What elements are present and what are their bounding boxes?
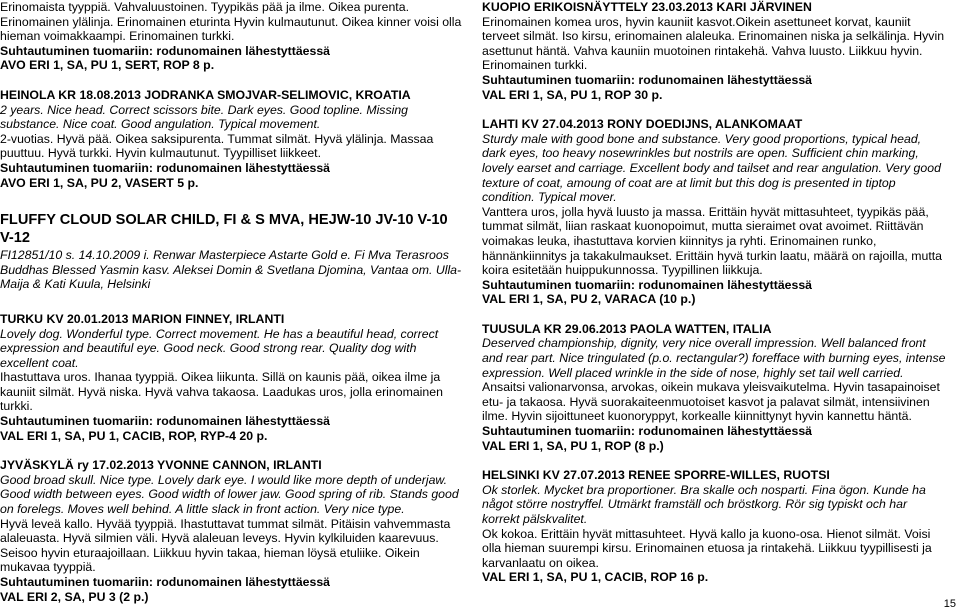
critique-line-original: något större nostryffel. Utmärkt framställ och bröstkorg. Rör sig typiskt och har (482, 497, 908, 512)
critique-line-original: Good broad skull. Nice type. Lovely dark eye. I would like more depth of underjaw. (0, 472, 448, 487)
dog-name-line: FLUFFY CLOUD SOLAR CHILD, FI & S MVA, HEJW-10 JV-10 V-10 (0, 212, 448, 229)
show-entry-heinola (0, 88, 476, 190)
show-header: KUOPIO ERIKOISNÄYTTELY 23.03.2013 KARI JÄRVINEN (482, 0, 812, 14)
critique-line-original: texture of coat, amoung of coat are at limit but this dog is presented in tiptop (482, 175, 896, 190)
show-header: HEINOLA KR 18.08.2013 JODRANKA SMOJVAR-SELIMOVIC, KROATIA (0, 87, 411, 102)
critique-line-original: Sturdy male with good bone and substance. Very good proportions, typical head, (482, 131, 922, 146)
pedigree-line: Buddhas Blessed Yasmin kasv. Aleksei Domin & Svetlana Djomina, Vantaa om. Ulla- (0, 262, 462, 277)
critique-line-translation: alaleuasta. Hyvä silmien väli. Hyvä alaleuan leveys. Hyvin kylkiluiden kaarevuus. (0, 531, 439, 546)
critique-line-original: substance. Nice coat. Good angulation. Typical movement. (0, 117, 321, 132)
critique-line-translation: hännänkiinnitys ja takakulmaukset. Erittäin hyvä turkin laatu, määrä on rajoilla, mutta (482, 248, 942, 263)
show-header: JYVÄSKYLÄ ry 17.02.2013 YVONNE CANNON, IRLANTI (0, 458, 322, 473)
critique-line-original: lovely earset and carriage. Excellent body and tailset and rear angulation. Very good (482, 160, 941, 175)
critique-line-original: 2 years. Nice head. Correct scissors bite. Dark eyes. Good topline. Missing (0, 102, 409, 117)
show-result: VAL ERI 2, SA, PU 3 (2 p.) (0, 589, 149, 604)
critique-line: hieman voimakkaampi. Erinomainen turkki. (0, 29, 235, 44)
critique-line-translation: mukavaa tyyppiä. (0, 560, 96, 575)
show-result: AVO ERI 1, SA, PU 2, VASERT 5 p. (0, 175, 199, 190)
show-result: AVO ERI 1, SA, PU 1, SERT, ROP 8 p. (0, 58, 215, 73)
show-header: LAHTI KV 27.04.2013 RONY DOEDIJNS, ALANKOMAAT (482, 117, 803, 132)
critique-line-translation: ilme. Hyvin sijoittuneet kuonoryppyt, korkealle kiinnittynyt hyvin kannettu häntä. (482, 409, 912, 424)
show-result: VAL ERI 1, SA, PU 1, ROP (8 p.) (482, 438, 664, 453)
critique-line-translation: Erinomainen turkki. (482, 58, 588, 73)
critique-line-original: expression and beautiful eye. Good neck. Good strong rear. Quality dog with (0, 341, 417, 356)
show-entry-tuusula (482, 322, 960, 453)
critique-line-original: expression. Well placed wrinkle in the side of nose, highly set tail well carried. (482, 365, 904, 380)
show-entry-lahti (482, 117, 960, 307)
critique-line-original: Lovely dog. Wonderful type. Correct movement. He has a beautiful head, correct (0, 326, 439, 341)
show-entry-helsinki (482, 468, 960, 585)
critique-line-translation: kauniit silmät. Hyvä niska. Hyvä vahva takaosa. Laadukas uros, jolla erinomainen (0, 384, 443, 399)
critique-line-translation: karvanlaatu on oikea. (482, 555, 599, 570)
critique-line-original: dark eyes, too heavy nosewrinkles but nostrils are open. Sufficient chin marking, (482, 146, 919, 161)
critique-line-original: Ok storlek. Mycket bra proportioner. Bra skalle och nosparti. Fina ögon. Kunde ha (482, 482, 926, 497)
show-result: VAL ERI 1, SA, PU 2, VARACA (10 p.) (482, 292, 696, 307)
show-result: VAL ERI 1, SA, PU 1, CACIB, ROP 16 p. (482, 570, 709, 585)
critique-line-original: excellent coat. (0, 355, 79, 370)
temperament-note: Suhtautuminen tuomariin: rodunomainen lähestyttäessä (0, 414, 331, 429)
critique-line-original: Good width between eyes. Good width of lower jaw. Good spring of rib. Stands good (0, 487, 459, 502)
critique-line-translation: Ihastuttava uros. Ihanaa tyyppiä. Oikea liikunta. Sillä on kaunis pää, oikea ilme ja (0, 370, 441, 385)
right-column (482, 0, 960, 585)
show-entry-kuopio (482, 0, 960, 102)
temperament-note: Suhtautuminen tuomariin: rodunomainen lähestyttäessä (482, 277, 813, 292)
intro-critique (0, 0, 476, 73)
critique-line-translation: 2-vuotias. Hyvä pää. Oikea saksipurenta. Tummat silmät. Hyvä ylälinja. Massaa (0, 131, 434, 146)
temperament-note: Suhtautuminen tuomariin: rodunomainen lähestyttäessä (0, 575, 331, 589)
critique-line-original: and rear part. Nice tringulated (p.o. rectangular?) forefface with burning eyes, intense (482, 351, 946, 366)
show-header: TURKU KV 20.01.2013 MARION FINNEY, IRLANTI (0, 311, 285, 326)
temperament-note: Suhtautuminen tuomariin: rodunomainen lähestyttäessä (0, 160, 331, 175)
critique-line-original: korrekt pälskvalitet. (482, 512, 588, 526)
critique-line-translation: Ansaitsi valionarvonsa, arvokas, oikein mukava yleisvaikutelma. Hyvin tasapainoiset (482, 380, 940, 395)
critique-line-translation: Ok kokoa. Erittäin hyvät mittasuhteet. Hyvä kallo ja kuono-osa. Hienot silmät. Voisi (482, 526, 931, 541)
show-entry-jyvaskyla (0, 458, 476, 604)
left-column (0, 0, 476, 604)
critique-line-original: Deserved championship, dignity, very nice overall impression. Well balanced front (482, 336, 926, 351)
pedigree-line: Maija & Kati Kuula, Helsinki (0, 277, 151, 292)
critique-line-translation: Seisoo hyvin eturaajoillaan. Liikkuu hyvin takaa, hieman löysä etuliike. Oikein (0, 545, 420, 560)
temperament-note: Suhtautuminen tuomariin: rodunomainen lähestyttäessä (0, 43, 331, 58)
show-result: VAL ERI 1, SA, PU 1, CACIB, ROP, RYP-4 20 p. (0, 428, 268, 443)
critique-line-translation: tummat silmät, liian raskaat kuonopoimut, mutta sieraimet ovat avoimet. Riittävän (482, 219, 924, 234)
page-number: 15 (943, 598, 956, 610)
critique-line-translation: Hyvä leveä kallo. Hyvää tyyppiä. Ihastuttavat tummat silmät. Pitäisin vahvemmasta (0, 516, 451, 531)
critique-line-translation: asettunut häntä. Vahva kauniin muotoinen rintakehä. Vahva luusto. Liikkuu hyvin. (482, 43, 923, 58)
critique-line-original: on forelegs. Moves well behind. A little slack in front action. Very nice type. (0, 502, 405, 517)
critique-line-translation: puuttuu. Hyvä turkki. Hyvin kulmautunut. Tyypilliset liikkeet. (0, 146, 321, 161)
pedigree-line: FI12851/10 s. 14.10.2009 i. Renwar Masterpiece Astarte Gold e. Fi Mva Terasroos (0, 248, 449, 263)
temperament-note: Suhtautuminen tuomariin: rodunomainen lähestyttäessä (482, 72, 813, 87)
critique-line: Erinomainen ylälinja. Erinomainen eturinta Hyvin kulmautunut. Oikea kinner voisi olla (0, 14, 462, 29)
dog-entry (0, 212, 476, 292)
show-result: VAL ERI 1, SA, PU 1, ROP 30 p. (482, 87, 663, 102)
dog-name-line: V-12 (0, 229, 31, 246)
show-header: HELSINKI KV 27.07.2013 RENEE SPORRE-WILLES, RUOTSI (482, 468, 830, 483)
show-header: TUUSULA KR 29.06.2013 PAOLA WATTEN, ITALIA (482, 321, 772, 336)
temperament-note: Suhtautuminen tuomariin: rodunomainen lähestyttäessä (482, 424, 813, 439)
critique-line-translation: terveet silmät. Iso kirsu, erinomainen alaleuka. Erinomainen niska ja selkälinja. Hyvin (482, 29, 945, 44)
critique-line-translation: turkki. (0, 399, 33, 414)
dog-name-title (0, 212, 476, 247)
critique-line-original: condition. Typical mover. (482, 190, 617, 205)
critique-line-translation: olla hieman suurempi kirsu. Erinomainen etuosa ja rintakehä. Liikkuu tyypillisesti ja (482, 541, 932, 556)
critique-line-translation: koira esitetään huippukunnossa. Tyypillinen liikkuja. (482, 263, 763, 278)
critique-line-translation: Erinomainen komea uros, hyvin kauniit kasvot.Oikein asettuneet korvat, kauniit (482, 14, 911, 29)
critique-line-translation: voimakas leuka, ihastuttava korvien kiinnitys ja ryhti. Erinomainen runko, (482, 233, 877, 248)
critique-line: Erinomaista tyyppiä. Vahvaluustoinen. Tyypikäs pää ja ilme. Oikea purenta. (0, 0, 409, 14)
critique-line-translation: Vanttera uros, jolla hyvä luusto ja massa. Erittäin hyvät mittasuhteet, tyypikäs pää, (482, 204, 929, 219)
show-entry-turku (0, 312, 476, 443)
critique-line-translation: etu- ja takaosa. Hyvä suorakaiteenmuotoiset kasvot ja palavat silmät, intensiivinen (482, 394, 930, 409)
